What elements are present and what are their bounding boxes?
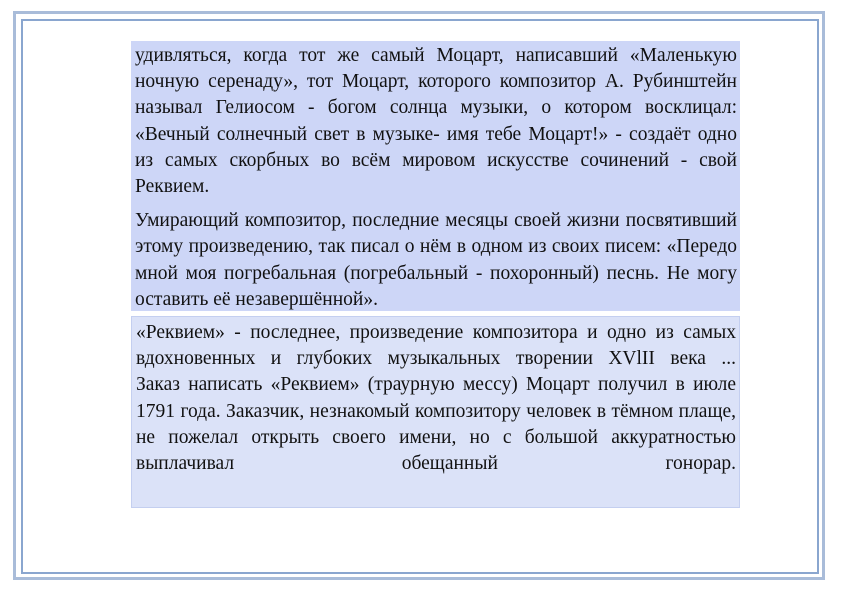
text-block-mozart	[131, 41, 740, 311]
paragraph-commission: Заказ написать «Реквием» (траурную мессу) Моцарт получил в июле 1791 года. Заказчик, незнакомый композитору человек в тёмном плаще, не пожелал открыть своего имени, но с большой аккуратностью выплачивал обещанный гонорар.	[136, 374, 736, 475]
paragraph-mozart-requiem: удивляться, когда тот же самый Моцарт, написавший «Маленькую ночную серенаду», тот Моцарт, которого композитор А. Рубинштейн называл Гелиосом - богом солнца музыки, о котором восклицал: «Вечный солнечный свет в музыке- имя тебе Моцарт!» - создаёт одно из самых скорбных во всём мировом искусстве сочинений - свой Реквием.	[135, 45, 737, 198]
paragraph-last-work: «Реквием» - последнее, произведение композитора и одно из самых вдохновенных и глубоких музыкальных творении XVlII века ...	[136, 322, 736, 370]
text-block-requiem-order	[131, 316, 740, 508]
paragraph-dying-composer: Умирающий композитор, последние месяцы своей жизни посвятивший этому произведению, так писал о нём в одном из своих писем: «Передо мной моя погребальная (погребальный - похоронный) песнь. Не могу оставить её незавершённой».	[135, 210, 737, 310]
paragraph-spacer	[135, 200, 737, 208]
